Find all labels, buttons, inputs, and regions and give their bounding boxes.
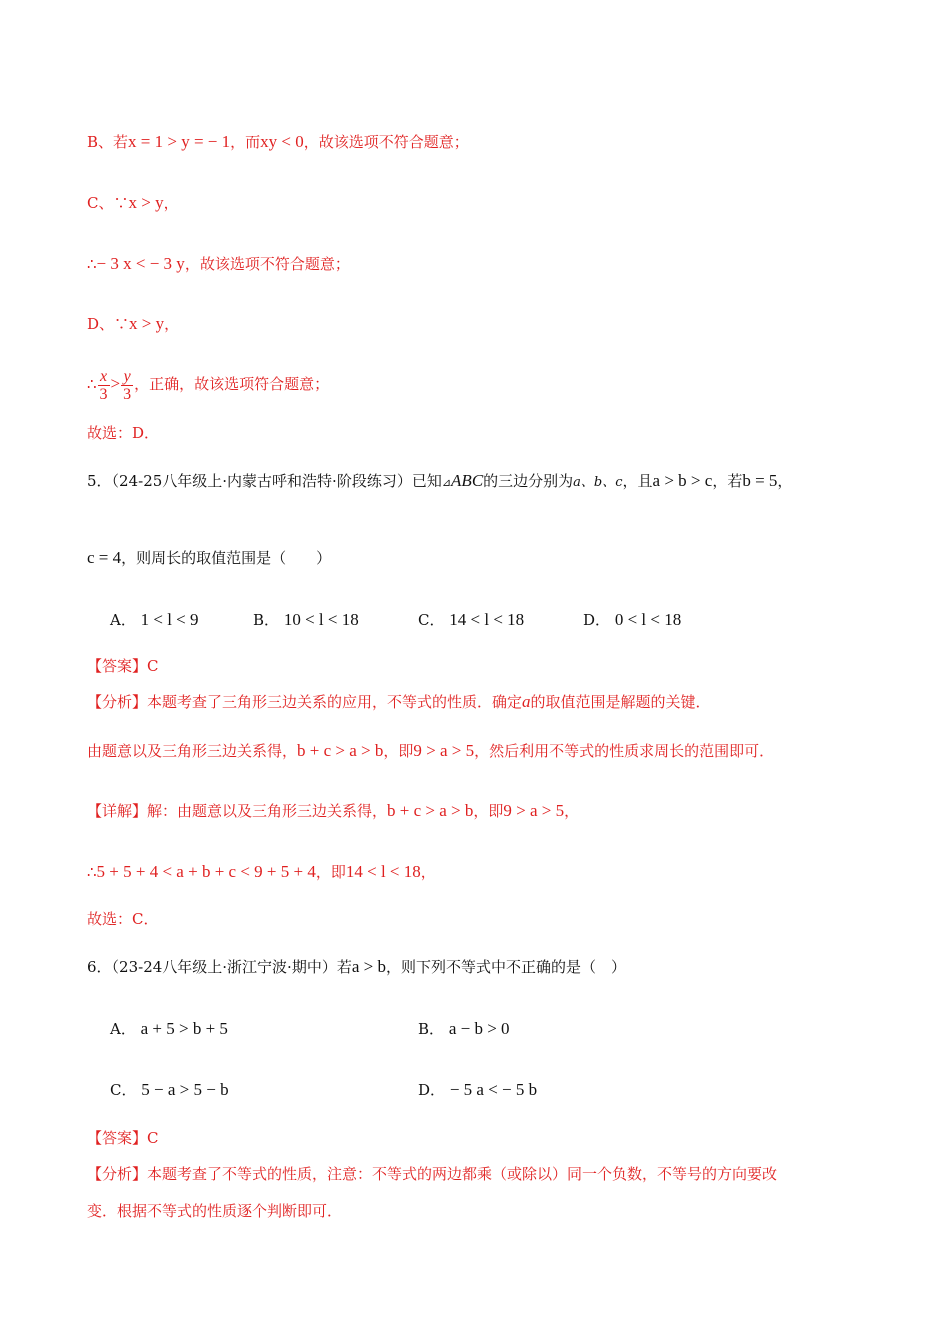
analysis2-math: b + c > a > b — [297, 741, 384, 760]
analysis-tag: 【分析】 — [87, 1165, 148, 1183]
analysis-text-end: 的取值范围是解题的关键． — [530, 693, 711, 711]
final-choice-prev: 故选：D． — [87, 424, 160, 442]
stem-text-2: ，且 — [622, 472, 653, 490]
question-number: 6． — [87, 958, 112, 976]
analysis-var: a — [522, 692, 531, 711]
q6-option-a[interactable]: A． a + 5 > b + 5 — [110, 1019, 228, 1038]
solution-d-label: D、∵ — [87, 315, 130, 333]
detail2-end: ， — [420, 863, 436, 881]
q5-option-d[interactable]: D． 0 < l < 18 — [583, 610, 682, 629]
answer-tag: 【答案】 — [87, 1129, 148, 1147]
question-6-stem — [87, 956, 626, 978]
q6-option-d[interactable]: D． − 5 a < − 5 b — [418, 1080, 538, 1099]
detail2-math2: 14 < l < 18 — [345, 862, 421, 881]
solution-b-math2: xy < 0 — [260, 132, 304, 151]
solution-b-line — [87, 131, 469, 153]
solution-d-end: ， — [164, 315, 180, 333]
q5-option-c[interactable]: C． 14 < l < 18 — [418, 610, 525, 629]
analysis2-mid: ，即 — [383, 742, 414, 760]
q6-analysis-2: 变．根据不等式的性质逐个判断即可． — [87, 1202, 343, 1220]
solution-d-line — [87, 313, 179, 335]
question-source: （23-24八年级上·浙江宁波·期中）若 — [111, 958, 352, 976]
stem-condition: a > b > c — [652, 471, 713, 490]
solution-b-math: x = 1 > y = − 1 — [128, 132, 231, 151]
detail2-mid: ，即 — [315, 863, 346, 881]
answer-value: C — [147, 657, 159, 675]
solution-c-math: x > y — [128, 193, 164, 212]
triangle-name: ABC — [451, 471, 484, 490]
q5-analysis-1 — [87, 691, 711, 713]
therefore-symbol: ∴ — [87, 255, 97, 273]
analysis2-math2: 9 > a > 5 — [413, 741, 475, 760]
solution-c-label: C、∵ — [87, 194, 129, 212]
side-vars: a、b、c — [573, 475, 623, 490]
q5-final-choice: 故选：C． — [87, 910, 159, 928]
question-5-stem — [87, 470, 792, 494]
solution-c2-end: ，故该选项不符合题意； — [184, 255, 350, 273]
therefore-symbol: ∴ — [87, 375, 97, 393]
q5-detail-1 — [87, 800, 579, 822]
q6-analysis-1 — [87, 1163, 777, 1185]
analysis-tag: 【分析】 — [87, 693, 148, 711]
stem-condition: a > b — [351, 957, 386, 976]
triangle-symbol: ⊿ — [441, 476, 452, 489]
therefore-symbol: ∴ — [87, 863, 97, 881]
stem-text-1: 的三边分别为 — [483, 472, 574, 490]
detail-tag: 【详解】 — [87, 802, 148, 820]
answer-tag: 【答案】 — [87, 657, 148, 675]
q5-answer — [87, 655, 159, 677]
answer-value: C — [147, 1129, 159, 1147]
question-number: 5． — [87, 472, 112, 490]
stem-text-3: ，若 — [712, 472, 743, 490]
q6-answer — [87, 1127, 159, 1149]
stem-text-5: ，则周长的取值范围是（ ） — [121, 549, 332, 567]
solution-d-math: x > y — [129, 314, 165, 333]
stem-text: ，则下列不等式中不正确的是（ ） — [385, 958, 626, 976]
fraction-y-over-3: $\frac{y}{3}$ — [123, 367, 132, 403]
solution-b-label: B、若 — [87, 133, 129, 151]
detail-text: 解：由题意以及三角形三边关系得， — [147, 802, 388, 820]
solution-c-end: ， — [163, 194, 179, 212]
solution-c-line — [87, 192, 179, 214]
analysis2-end: ，然后利用不等式的性质求周长的范围即可． — [474, 742, 775, 760]
analysis-text: 本题考查了三角形三边关系的应用，不等式的性质．确定 — [147, 693, 523, 711]
question-5-stem-cont — [87, 547, 331, 569]
analysis2-text: 由题意以及三角形三边关系得， — [87, 742, 298, 760]
stem-text-4: ， — [777, 472, 793, 490]
question-source: （24-25八年级上·内蒙古呼和浩特·阶段练习）已知 — [111, 472, 442, 490]
q5-option-a[interactable]: A． 1 < l < 9 — [110, 610, 199, 629]
analysis-text: 本题考查了不等式的性质，注意：不等式的两边都乘（或除以）同一个负数，不等号的方向要改 — [147, 1165, 778, 1183]
q6-option-b[interactable]: B． a − b > 0 — [418, 1019, 510, 1038]
detail2-math: 5 + 5 + 4 < a + b + c < 9 + 5 + 4 — [96, 862, 316, 881]
b-value: b = 5 — [742, 471, 778, 490]
solution-b-end: ，故该选项不符合题意； — [303, 133, 469, 151]
solution-c2-math: − 3 x < − 3 y — [96, 254, 185, 273]
q6-option-c[interactable]: C． 5 − a > 5 − b — [110, 1080, 229, 1099]
greater-than: > — [110, 374, 121, 393]
q5-option-b[interactable]: B． 10 < l < 18 — [253, 610, 359, 629]
q5-detail-2 — [87, 861, 436, 883]
solution-b-mid: ，而 — [230, 133, 261, 151]
solution-c2-line — [87, 253, 350, 275]
solution-d2-line — [87, 366, 329, 403]
detail-mid: ，即 — [473, 802, 504, 820]
solution-d2-end: ，正确，故该选项符合题意； — [134, 375, 330, 393]
detail-math2: 9 > a > 5 — [503, 801, 565, 820]
q5-analysis-2 — [87, 740, 774, 762]
fraction-x-over-3: $\frac{x}{3}$ — [99, 367, 108, 403]
detail-end: ， — [564, 802, 580, 820]
c-value: c = 4 — [87, 548, 122, 567]
detail-math: b + c > a > b — [387, 801, 474, 820]
